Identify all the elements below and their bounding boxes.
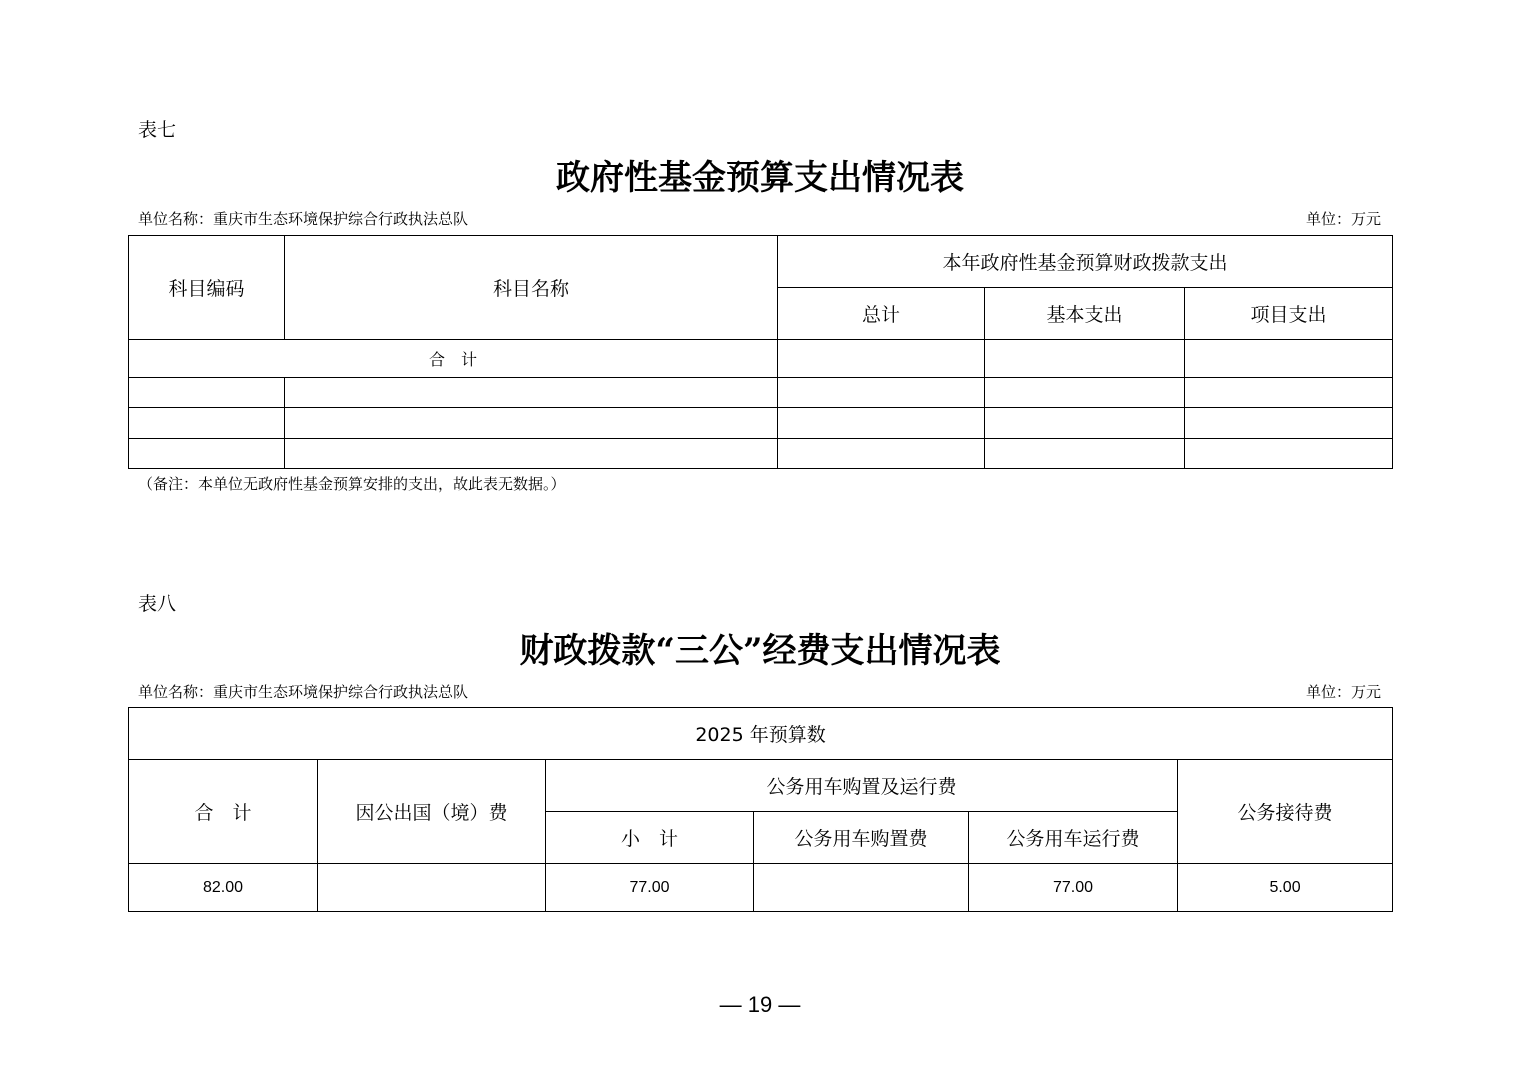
table7-unit-name: 单位名称：重庆市生态环境保护综合行政执法总队 [138,210,469,228]
table8-value-reception: 5.00 [1178,864,1393,912]
table7-header-total: 总计 [778,288,985,340]
table8-unit-name: 单位名称：重庆市生态环境保护综合行政执法总队 [138,683,469,701]
table7-title: 政府性基金预算支出情况表 [556,158,964,198]
table7-header-code: 科目编码 [129,236,285,340]
table7-cell-name [285,408,778,439]
table7-header-group: 本年政府性基金预算财政拨款支出 [778,236,1393,288]
table8-value-vehicle-purchase [754,864,969,912]
table8-header-subtotal: 小 计 [546,812,754,864]
table7-unit: 单位：万元 [1305,210,1381,228]
table-row [129,408,1393,439]
table7-cell-basic [985,439,1185,469]
table7-total-row [129,340,1393,378]
table7-cell-name [285,378,778,408]
table7-cell-project [1185,439,1393,469]
page-number: — 19 — [719,992,801,1017]
table7-cell-total [778,378,985,408]
table7-cell-code [129,408,285,439]
table8-header-vehicle-run: 公务用车运行费 [969,812,1178,864]
table7-header-project: 项目支出 [1185,288,1393,340]
table-row [129,864,1393,912]
table8-header-vehicle-group: 公务用车购置及运行费 [546,760,1178,812]
table8-header-abroad: 因公出国（境）费 [318,760,546,864]
table7-grid [128,235,1393,469]
table-row [129,439,1393,469]
table8-header-vehicle-purchase: 公务用车购置费 [754,812,969,864]
table8-header-reception: 公务接待费 [1178,760,1393,864]
table8-title: 财政拨款“三公”经费支出情况表 [519,631,1001,671]
table7-note: （备注：本单位无政府性基金预算安排的支出，故此表无数据。） [138,475,566,493]
table8-unit: 单位：万元 [1305,683,1381,701]
table8-header-total: 合 计 [129,760,318,864]
table7-total-project [1185,340,1393,378]
table8-value-vehicle-run: 77.00 [969,864,1178,912]
table8-header-year: 2025 年预算数 [129,708,1393,760]
table8-value-abroad [318,864,546,912]
table8-grid [128,707,1393,912]
table7-total-label: 合 计 [129,340,778,378]
table7-header-name: 科目名称 [285,236,778,340]
table7-cell-code [129,439,285,469]
table7-total-total [778,340,985,378]
table7-label: 表七 [138,119,177,141]
table7-cell-name [285,439,778,469]
table7-total-basic [985,340,1185,378]
table7-cell-project [1185,378,1393,408]
table7-cell-total [778,439,985,469]
table7-cell-basic [985,408,1185,439]
table8-value-total: 82.00 [129,864,318,912]
table7-cell-project [1185,408,1393,439]
table7-cell-total [778,408,985,439]
table7-cell-basic [985,378,1185,408]
table-row [129,378,1393,408]
table7-cell-code [129,378,285,408]
table8-value-subtotal: 77.00 [546,864,754,912]
table8-label: 表八 [138,593,177,615]
table7-header-basic: 基本支出 [985,288,1185,340]
